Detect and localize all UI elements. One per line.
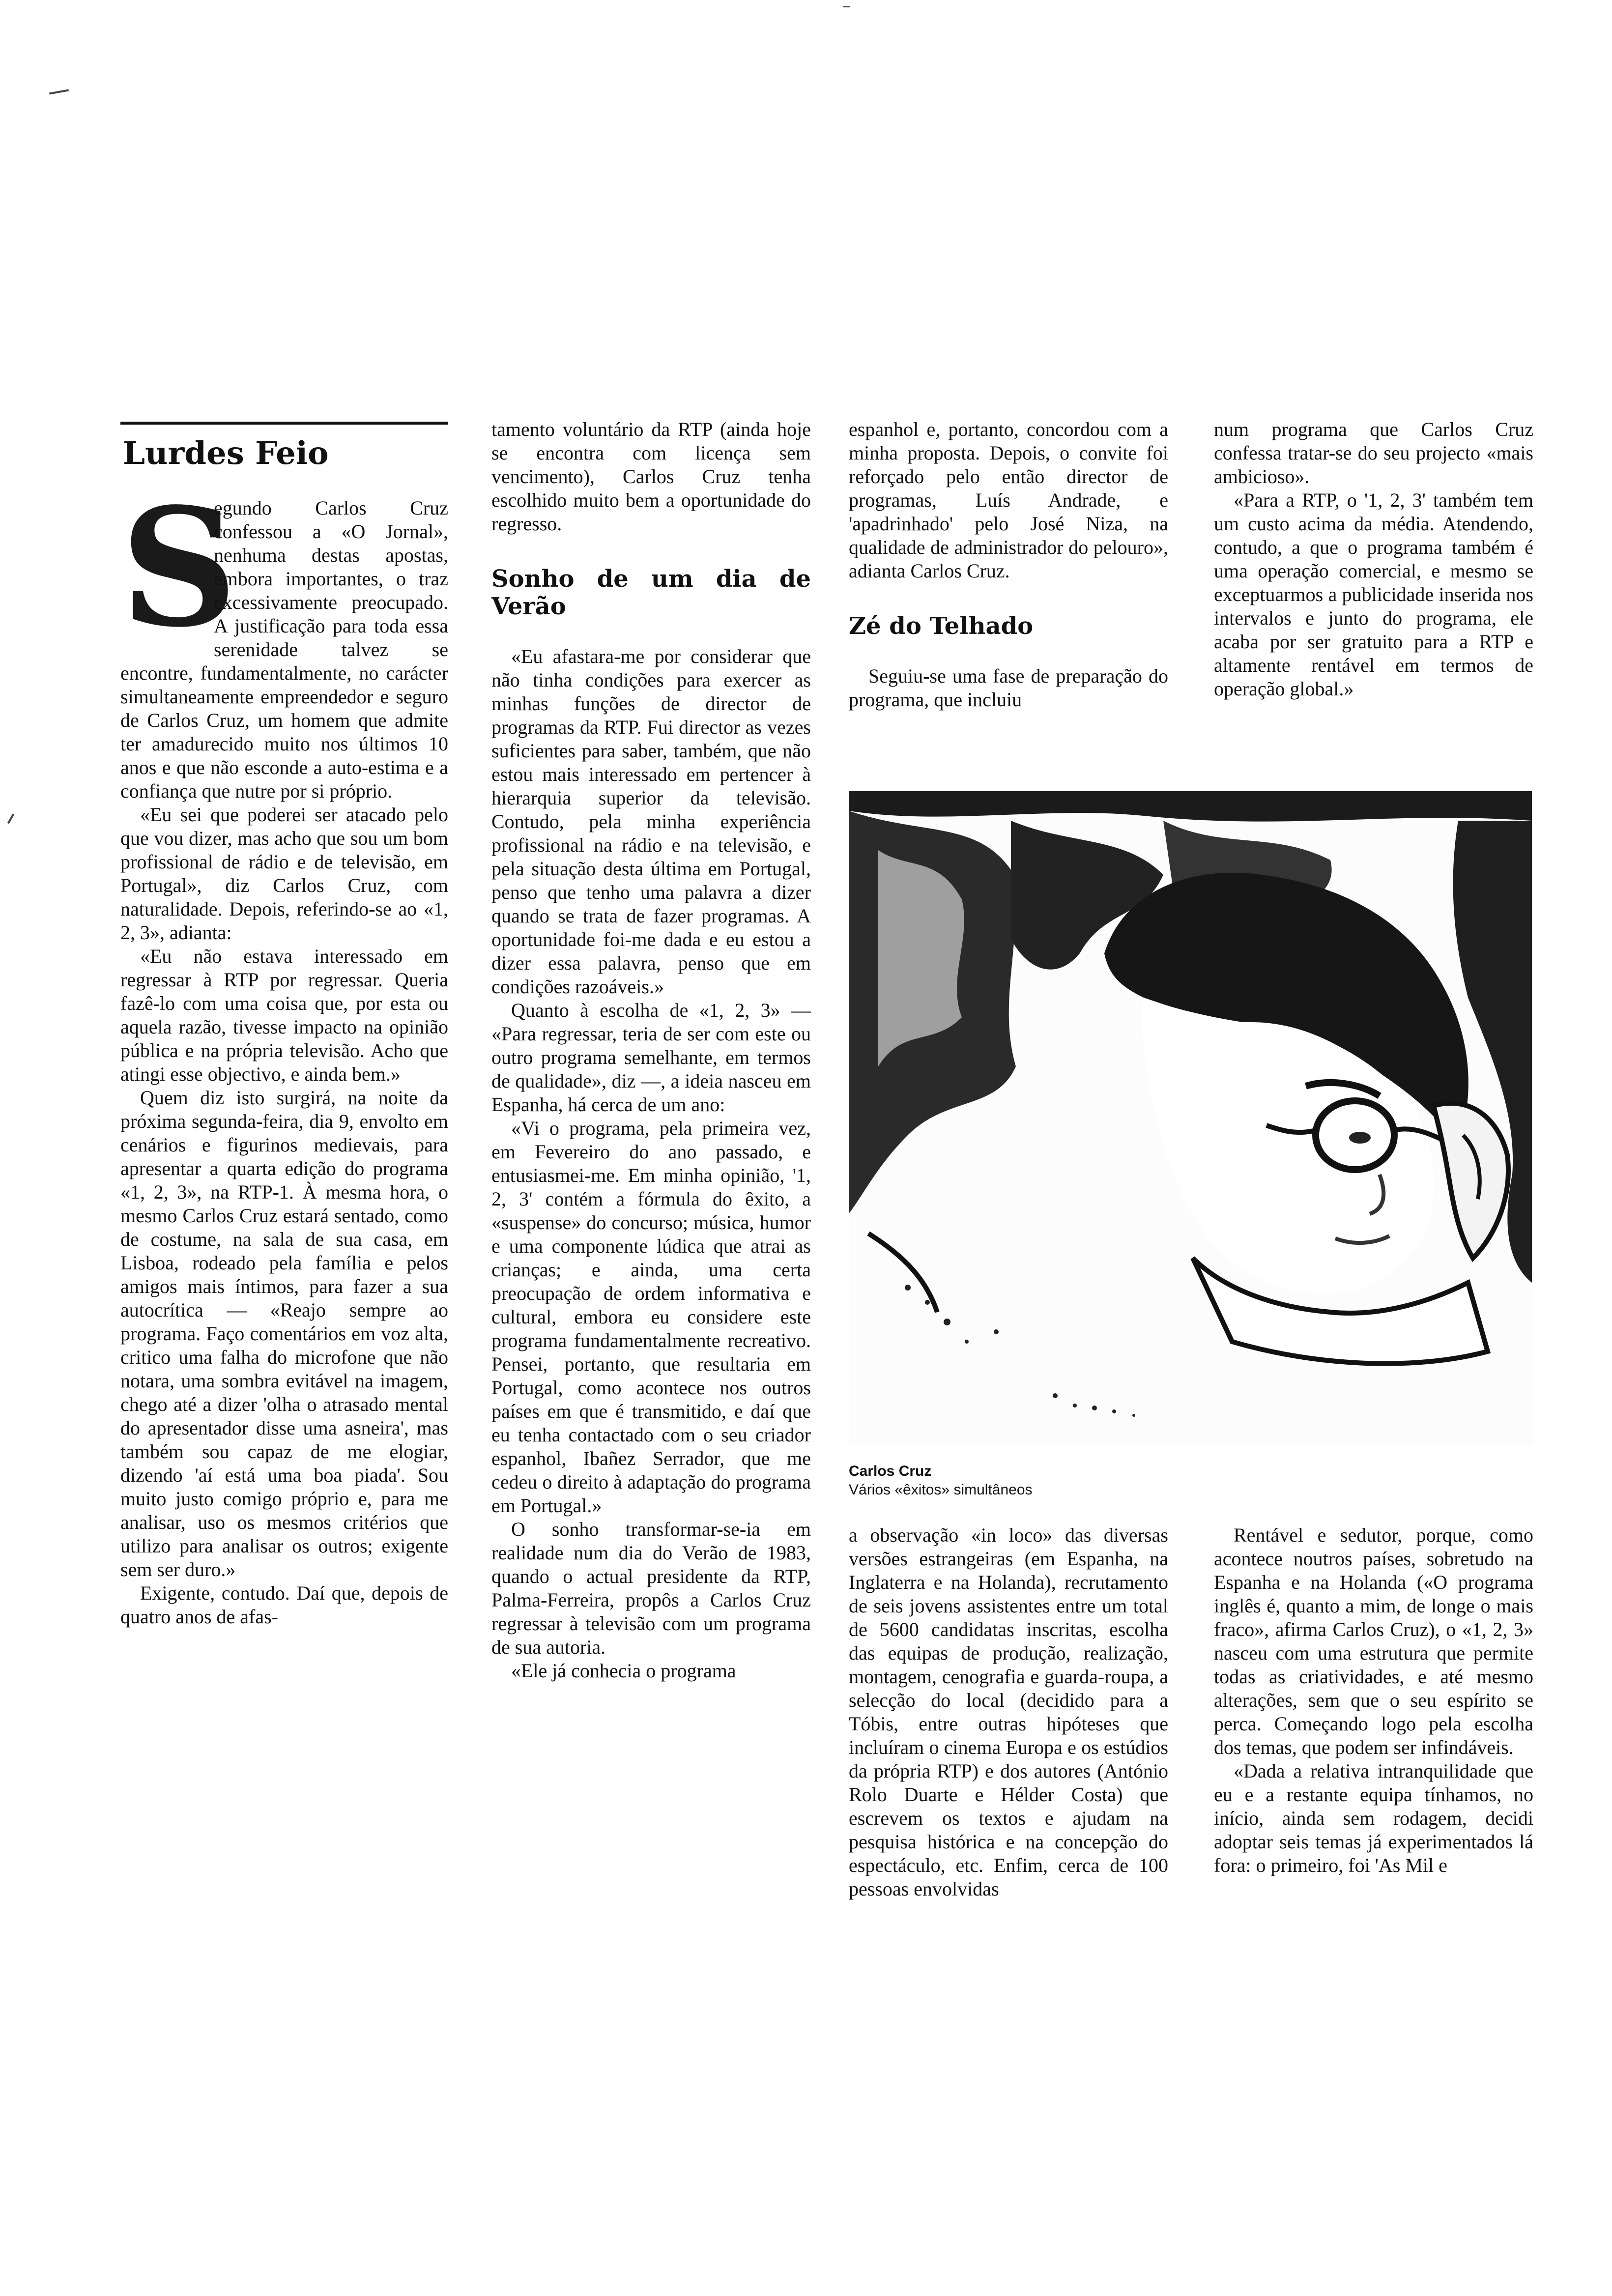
portrait-photo <box>849 791 1532 1445</box>
paragraph: Exigente, contudo. Daí que, depois de quatro anos de afas- <box>120 1582 448 1628</box>
caption-text: Vários «êxitos» simultâneos <box>849 1482 1033 1498</box>
paragraph: «Para a RTP, o '1, 2, 3' também tem um custo acima da média. Atendendo, contudo, a que o programa também é uma operação comercial, e mesmo se exceptuarmos a publicidade inserida nos intervalos e junto do programa, ele acaba por ser gratuito para a RTP e altamente rentável em termos de operação global.» <box>1214 489 1533 700</box>
scan-mark <box>7 813 14 824</box>
paragraph: egundo Carlos Cruz confessou a «O Jornal», nenhuma destas apostas, embora importantes, o traz excessivamente preocupado. A justificação para toda essa serenidade talvez se encontre, fundamentalmente, no carácter simultaneamente empreendedor e seguro de Carlos Cruz, um homem que admite ter amadurecido muito nos últimos 10 anos e que não esconde a auto-estima e a confiança que nutre por si próprio. <box>120 497 448 802</box>
subheading: Zé do Telhado <box>849 612 1034 640</box>
column-5 <box>849 1523 1168 1901</box>
paragraph: O sonho transformar-se-ia em realidade num dia do Verão de 1983, quando o actual presidente da RTP, Palma-Ferreira, propôs a Carlos Cruz regressar à televisão com um programa de sua autoria. <box>491 1518 811 1658</box>
column-1 <box>120 472 448 1629</box>
paragraph: «Ele já conhecia o programa <box>511 1660 736 1682</box>
scan-mark <box>49 89 69 95</box>
paragraph: a observação «in loco» das diversas versões estrangeiras (em Espanha, na Inglaterra e na Holanda), recrutamento de seis jovens assistentes entre um total de 5600 candidatas inscritas, escolha das equipas de produção, realização, montagem, cenografia e guarda-roupa, a selecção do local (decidido para a Tóbis, entre outras hipóteses que incluíram o cinema Europa e os estúdios da própria RTP) e dos autores (António Rolo Duarte e Hélder Costa) que escrevem os textos e ajudam na pesquisa histórica e na concepção do espectáculo, etc. Enfim, cerca de 100 pessoas envolvidas <box>849 1524 1168 1900</box>
column-2 <box>491 418 811 1683</box>
paragraph: «Dada a relativa intranquilidade que eu e a restante equipa tínhamos, no início, ainda sem rodagem, decidi adoptar seis temas já experimentados lá fora: o primeiro, foi 'As Mil e <box>1214 1760 1533 1876</box>
paragraph: tamento voluntário da RTP (ainda hoje se encontra com licença sem vencimento), Carlos Cruz tenha escolhido muito bem a oportunidade do regresso. <box>491 418 811 535</box>
column-6 <box>1214 1523 1533 1877</box>
byline-rule <box>120 422 448 425</box>
paragraph: «Vi o programa, pela primeira vez, em Fevereiro do ano passado, e entusiasmei-me. Em minha opinião, '1, 2, 3' contém a fórmula do êxito, a «suspense» do concurso; música, humor e uma componente lúdica que atrai as crianças; e ainda, uma certa preocupação de ordem informativa e cultural, embora eu considere este programa fundamentalmente recreativo. Pensei, portanto, que resultaria em Portugal, como acontece nos outros países em que é transmitido, e daí que eu tenha contactado com o seu criador espanhol, Ibañez Serrador, que me cedeu o direito à adaptação do programa em Portugal.» <box>491 1117 811 1517</box>
paragraph: «Eu afastara-me por considerar que não tinha condições para exercer as minhas funções de director de programas da RTP. Fui director as vezes suficientes para saber, também, que não estou mais interessado em pertencer à hierarquia superior da televisão. Contudo, pela minha experiência profissional na rádio e na televisão, e pela situação desta última em Portugal, penso que tenho uma palavra a dizer quando se trata de fazer programas. A oportunidade foi-me dada e eu estou a dizer essa palavra, penso que em condições razoáveis.» <box>491 645 811 998</box>
column-4 <box>1214 418 1533 701</box>
paragraph: Quem diz isto surgirá, na noite da próxima segunda-feira, dia 9, envolto em cenários e figurinos medievais, para apresentar a quarta edição do programa «1, 2, 3», na RTP-1. À mesma hora, o mesmo Carlos Cruz estará sentado, como de costume, na sala de sua casa, em Lisboa, rodeado pela família e pelos amigos mais íntimos, para fazer a sua autocrítica — «Reajo sempre ao programa. Faço comentários em voz alta, critico uma falha do microfone que não notara, uma sombra evitável na imagem, chego até a dizer 'olha o atrasado mental do apresentador disse uma asneira', mas também sou capaz de me elogiar, dizendo 'aí está uma boa piada'. Sou muito justo comigo próprio e, para me analisar, uso os mesmos critérios que utilizo para analisar os outros; exigente sem ser duro.» <box>120 1087 448 1580</box>
column-3 <box>849 418 1168 712</box>
paragraph: espanhol e, portanto, concordou com a minha proposta. Depois, o convite foi reforçado pelo então director de programas, Luís Andrade, e 'apadrinhado' pelo José Niza, na qualidade de administrador do pelouro», adianta Carlos Cruz. <box>849 418 1168 582</box>
portrait-image <box>849 791 1532 1445</box>
scan-mark <box>843 6 850 7</box>
paragraph: «Eu sei que poderei ser atacado pelo que vou dizer, mas acho que sou um bom profissional de rádio e de televisão, em Portugal», diz Carlos Cruz, com naturalidade. Depois, referindo-se ao «1, 2, 3», adianta: <box>120 804 448 944</box>
photo-caption <box>849 1462 1033 1499</box>
paragraph: Rentável e sedutor, porque, como acontece noutros países, sobretudo na Espanha e na Holanda («O programa inglês é, quanto a mim, de longe o mais fraco», afirma Carlos Cruz), o «1, 2, 3» nasceu com uma estrutura que permite todas as criatividades, e até mesmo alterações, sem que o seu espírito se perca. Começando logo pela escolha dos temas, que podem ser infindáveis. <box>1214 1524 1533 1758</box>
paragraph: num programa que Carlos Cruz confessa tratar-se do seu projecto «mais ambicioso». <box>1214 418 1533 488</box>
drop-cap: S <box>120 472 238 663</box>
byline: Lurdes Feio <box>123 435 329 472</box>
paragraph: Seguiu-se uma fase de preparação do programa, que incluiu <box>849 665 1168 711</box>
subheading: Sonho de um dia de Verão <box>491 565 811 620</box>
caption-name: Carlos Cruz <box>849 1463 932 1479</box>
paragraph: «Eu não estava interessado em regressar à RTP por regressar. Queria fazê-lo com uma coisa que, por esta ou aquela razão, tivesse impacto na opinião pública e na própria televisão. Acho que atingi esse objectivo, e ainda bem.» <box>120 945 448 1085</box>
paragraph: Quanto à escolha de «1, 2, 3» — «Para regressar, teria de ser com este ou outro programa semelhante, em termos de qualidade», diz —, a ideia nasceu em Espanha, há cerca de um ano: <box>491 999 811 1116</box>
